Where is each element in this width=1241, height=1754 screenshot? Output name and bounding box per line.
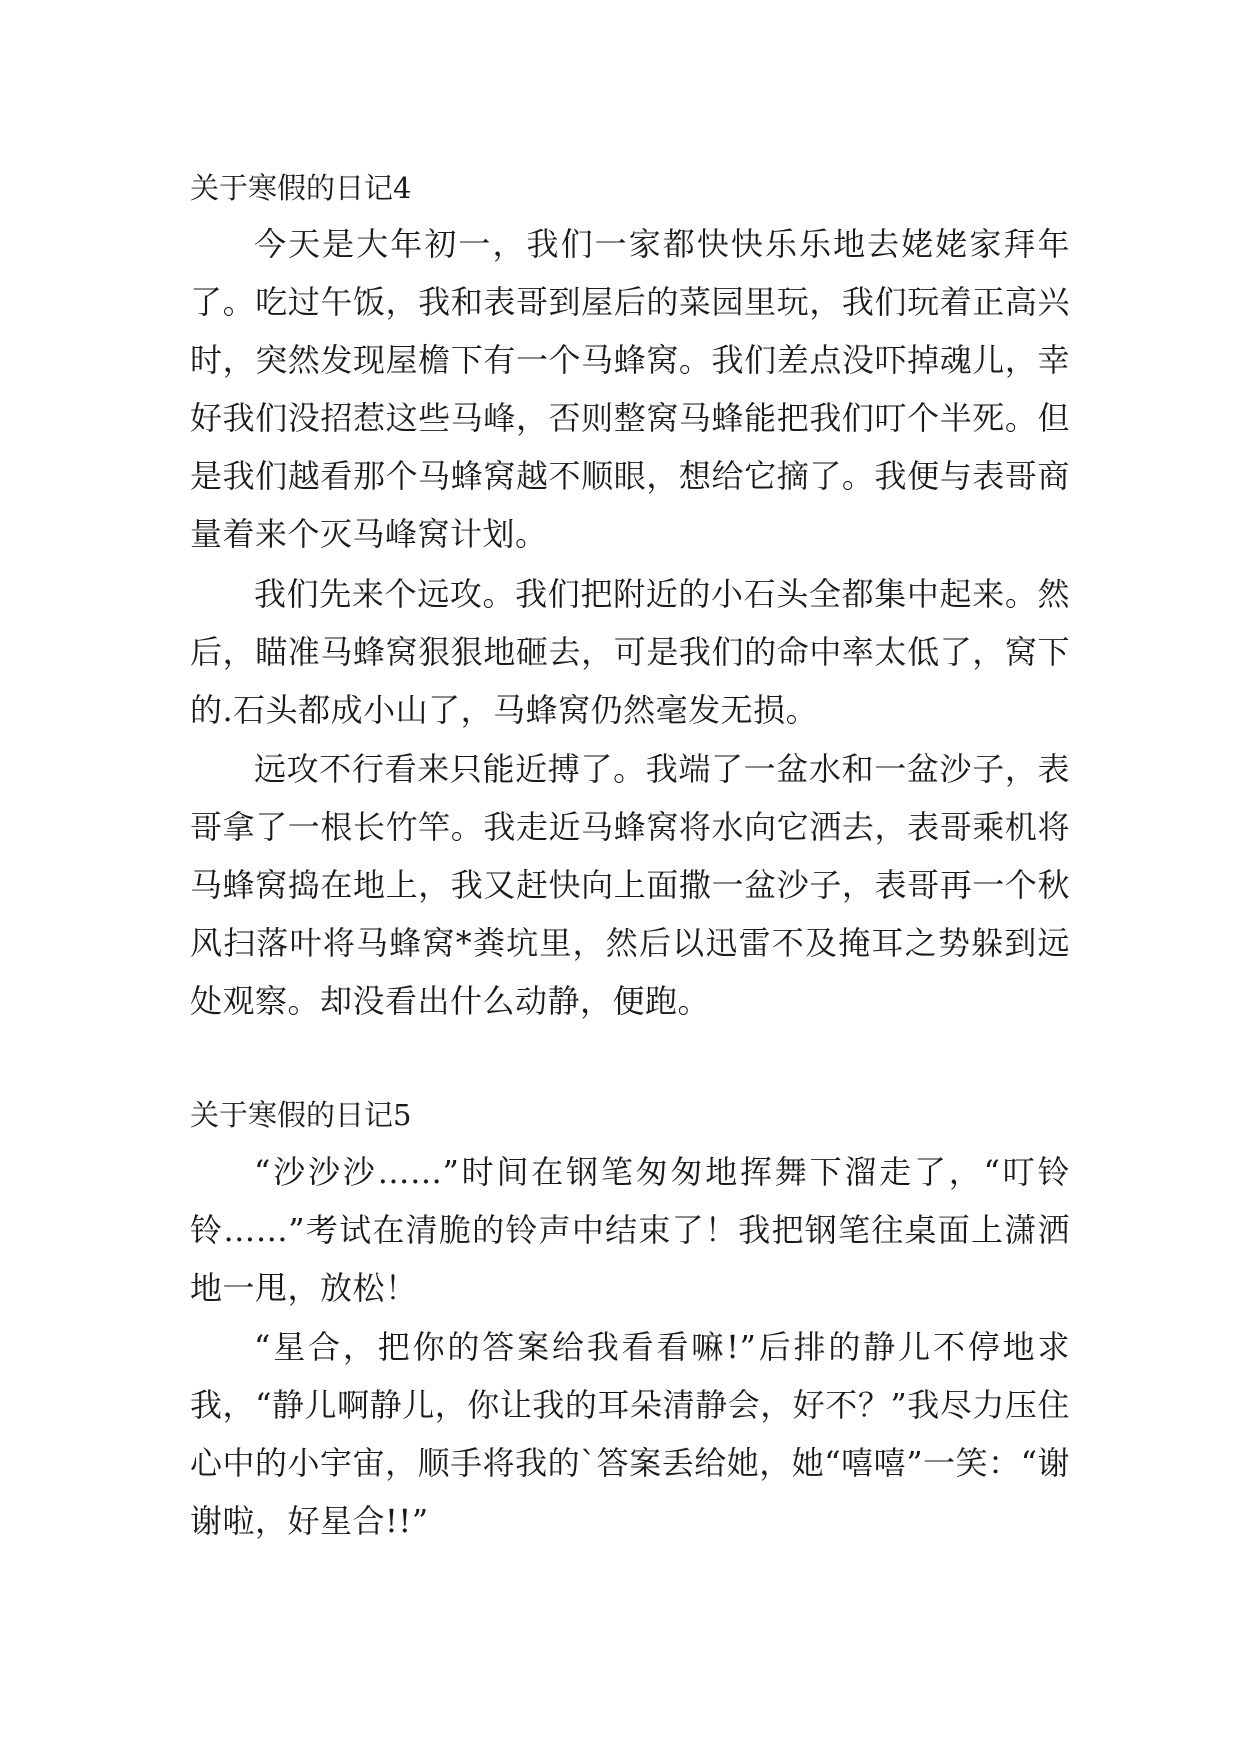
paragraph: 远攻不行看来只能近搏了。我端了一盆水和一盆沙子，表哥拿了一根长竹竿。我走近马蜂窝将水向它洒去，表哥乘机将马蜂窝捣在地上，我又赶快向上面撒一盆沙子，表哥再一个秋风扫落叶将马蜂窝*粪坑里，然后以迅雷不及掩耳之势躲到远处观察。却没看出什么动静，便跑。 [190, 750, 1070, 1020]
paragraph: “星合，把你的答案给我看看嘛!”后排的静儿不停地求我，“静儿啊静儿，你让我的耳朵清静会，好不？”我尽力压住心中的小宇宙，顺手将我的`答案丢给她，她“嘻嘻”一笑：“谢谢啦，好星合!!” [190, 1328, 1070, 1540]
section-heading: 关于寒假的日记4 [190, 171, 412, 205]
paragraph: “沙沙沙……”时间在钢笔匆匆地挥舞下溜走了，“叮铃铃……”考试在清脆的铃声中结束了！我把钢笔往桌面上潇洒地一甩，放松！ [190, 1153, 1070, 1307]
paragraph: 我们先来个远攻。我们把附近的小石头全都集中起来。然后，瞄准马蜂窝狠狠地砸去，可是我们的命中率太低了，窝下的.石头都成小山了，马蜂窝仍然毫发无损。 [190, 575, 1070, 729]
paragraph: 今天是大年初一，我们一家都快快乐乐地去姥姥家拜年了。吃过午饭，我和表哥到屋后的菜园里玩，我们玩着正高兴时，突然发现屋檐下有一个马蜂窝。我们差点没吓掉魂儿，幸好我们没招惹这些马峰，否则整窝马蜂能把我们叮个半死。但是我们越看那个马蜂窝越不顺眼，想给它摘了。我便与表哥商量着来个灭马峰窝计划。 [190, 225, 1070, 553]
section-heading: 关于寒假的日记5 [190, 1098, 412, 1132]
